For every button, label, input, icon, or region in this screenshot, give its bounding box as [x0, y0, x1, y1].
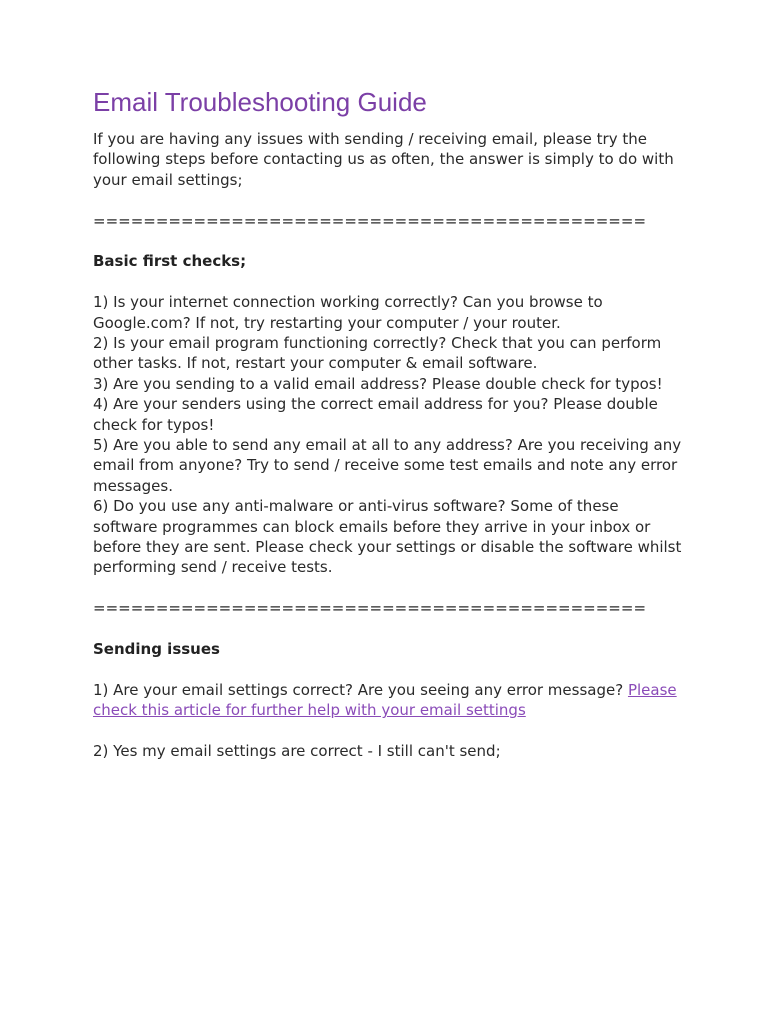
basic-check-item-6: 6) Do you use any anti-malware or anti-virus software? Some of these software programmes can block emails before they arrive in your inbox or before they are sent. Please check your settings or disable the software whilst performing send / receive tests. [93, 497, 682, 577]
sending-issues-heading: Sending issues [93, 640, 220, 659]
intro-paragraph: If you are having any issues with sending / receiving email, please try the following steps before contacting us as often, the answer is simply to do with your email settings; [93, 130, 674, 189]
spacer [93, 578, 683, 598]
separator-line: ============================================ [93, 599, 647, 618]
document-page [93, 84, 683, 761]
spacer [93, 659, 683, 679]
spacer [93, 619, 683, 639]
basic-check-item-2: 2) Is your email program functioning correctly? Check that you can perform other tasks. If not, restart your computer & email software. [93, 334, 662, 373]
basic-check-item-4: 4) Are your senders using the correct email address for you? Please double check for typos! [93, 395, 658, 434]
basic-check-item-1: 1) Is your internet connection working correctly? Can you browse to Google.com? If not, try restarting your computer / your router. [93, 293, 603, 332]
page-title: Email Troubleshooting Guide [93, 87, 427, 117]
spacer [93, 721, 683, 741]
basic-checks-heading: Basic first checks; [93, 252, 247, 271]
separator-line: ============================================ [93, 211, 647, 230]
spacer [93, 231, 683, 251]
basic-check-item-3: 3) Are you sending to a valid email address? Please double check for typos! [93, 374, 663, 393]
email-settings-help-link[interactable]: Please check this article for further help with your email settings [93, 680, 677, 720]
basic-check-item-5: 5) Are you able to send any email at all to any address? Are you receiving any email from anyone? Try to send / receive some test emails and note any error messages. [93, 436, 682, 495]
spacer [93, 190, 683, 210]
spacer [93, 272, 683, 292]
sending-item-2: 2) Yes my email settings are correct - I still can't send; [93, 742, 501, 761]
sending-item-1-text: 1) Are your email settings correct? Are you seeing any error message? [93, 680, 628, 699]
sending-item-1 [93, 680, 683, 721]
